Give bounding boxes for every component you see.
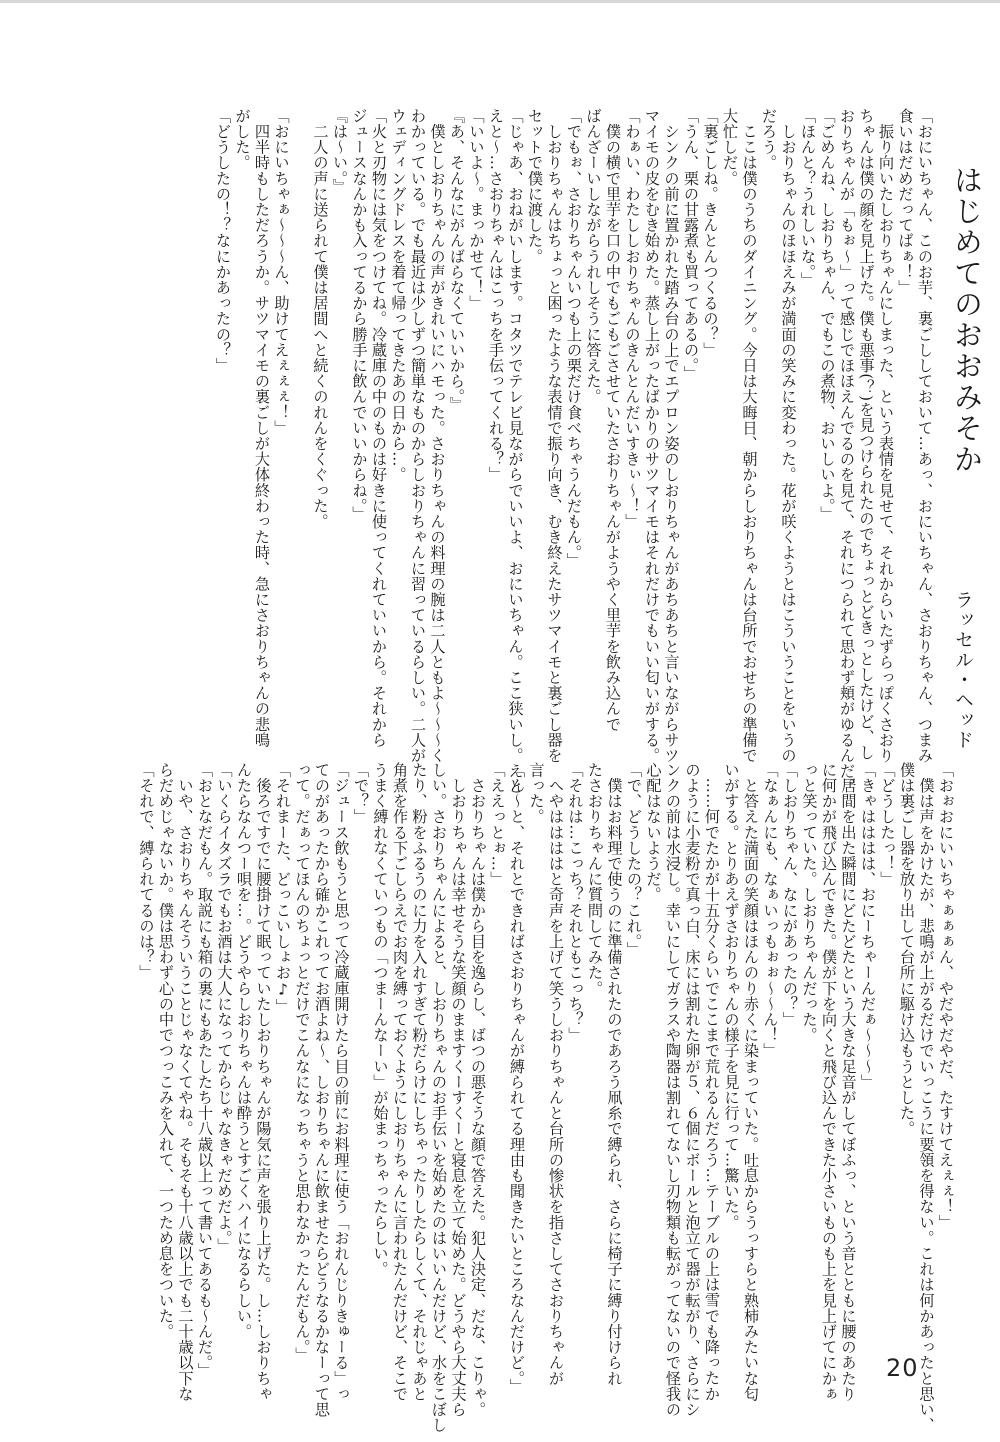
text-line: 大忙しだ。 [721,108,739,186]
text-line: いや、さおりちゃんそういうことじゃなくてやね。そもそも十八歳以上でも二十歳以下な [176,762,195,1402]
text-line: のように小麦粉で真っ白、床には割れた卵が５、６個にボールと泡立て器が転がり、さらにシ [683,762,702,1418]
text-line: さおりちゃんは僕から目を逸らし、ばつの悪そうな顔で答えた。犯人決定、だな、こりゃ。 [469,762,487,1418]
text-line: しおりちゃんのほほえみが満面の笑みに変わった。花が咲くようとはこういうことをいうの [779,108,798,764]
text-line: 「おにいちゃぁ～～～ん、助けてえぇぇぇ！」 [272,108,291,436]
text-line: 「いいよ～。まっかせて！」 [467,108,486,311]
text-line: 「ほんと？うれしいな。」 [799,108,817,288]
text-line: しい。さおりちゃんによると、しおりちゃんのお手伝いを始めたのはいいんだけど、水をこぼし [430,762,448,1433]
text-line: 「それで、縛られてるのは？」 [137,762,156,981]
text-line: 食いはだめだってばぁ！」 [896,108,915,296]
text-line: だろう。 [760,108,778,171]
text-line: 僕は裏ごし器を放り出して台所に駆け込もうとした。 [898,762,916,1137]
text-line: 心配はないようだ。 [644,762,663,903]
text-line: 「で？」 [352,762,370,825]
text-line: たさおりちゃんに質問してみた。 [586,762,604,996]
text-line: ばんざーいしながらうれしそうに答えた。 [584,108,603,405]
author-name: ラッセル・ヘッド [952,590,974,750]
text-line: 「それは…こっち？それともこっち？」 [566,762,585,1043]
text-line: たり、粉をふるうのに力を入れすぎて粉だらけにしちゃったりしたらしくて、それじゃあと [410,762,429,1402]
text-line: 「で、どうしたの？これ。」 [625,762,643,958]
text-line: ンクの前は水浸し。幸いにしてガラスや陶器は割れてないし刃物類も転がってないので怪我の [664,762,682,1418]
text-line [291,108,311,708]
text-line: 僕としおりちゃんの声がきれいにハモった。さおりちゃんの料理の腕は二人ともよ～～～く [428,108,447,764]
text-line: しおりちゃんはちょっと困ったような表情で振り向き、むき終えたサツマイモと裏ごし器を [545,108,564,764]
text-line: と答えた満面の笑顔はほんのり赤くに染まっていた。吐息からうっすらと熟柿みたいな匂 [742,762,760,1402]
text-line: に何かが飛び込んできた。僕が下を向くと飛び込んできた小さいものも上を見上げてにかぁ [820,762,838,1402]
text-line: てのがあったから確かこれってお酒よね～、しおりちゃんに飲ませたらどうなるかなーって思 [313,762,331,1418]
text-line: 「おぉおにいいちゃぁぁぁん、やだやだやだ、たすけてえぇぇ！」 [937,762,955,1230]
text-line: 角煮を作る下ごしらえでお肉を縛っておくようにしおりちゃんに言われたんだけど、そこで [391,762,409,1402]
text-line: 「わぁい、わたししおりちゃんのきんとんだいすきぃ～！」 [623,108,642,530]
text-line: 「きゃはははは、おにーちゃーんだぁ～～～」 [859,762,877,1090]
text-line: 「ええっとぉ…」 [488,762,507,887]
text-line: ……何でたかが十五分くらいでここまで荒れるんだろう…テーブルの上は雪でも降ったか [703,762,721,1402]
text-line: 僕の横で里芋を口の中でもごもごさせていたさおりちゃんがようやく里芋を飲み込んで [604,108,622,732]
text-line: うまく縛れなくていつもの「つまーんなーい」が始まっちゃったらしい。 [371,762,390,1277]
text-line: 「おとなだもん。取説にも箱の裏にもあたしたち十八歳以上って書いてあるも～んだ。」 [196,762,214,1379]
text-line: ジュースなんかも入ってるから勝手に飲んでいいからね。」 [350,108,369,522]
text-line: 居間を出た瞬間にどたどたという大きな足音がしてぼふっ、という音とともに腰のあたり [839,762,858,1402]
text-line: 「それまーた、どっこいしょお♪」 [274,762,292,1015]
text-line: しおりちゃんは幸せそうな笑顔のまますくーすくーと寝息を立て始めた。どうやら大丈夫ら [449,762,468,1418]
text-line: マイモの皮をむき始めた。蒸し上がったばかりのサツマイモはそれだけでもいい匂いがする。 [643,108,661,764]
text-line: 「ジュース飲もうと思って冷蔵庫開けたら目の前にお料理に使う「おれんじりきゅーる」っ [332,762,351,1402]
story-title: はじめてのおおみそか [950,165,984,475]
text-line: 「ごめんね、しおりちゃん、でもこの煮物、おいしいよ。」 [818,108,837,522]
text-line: 「でもぉ、さおりちゃんいつも上の栗だけ食べちゃうんだもん。」 [565,108,583,569]
text-line: 「いくらイタズラでもお酒は大人になってからじゃなきゃだめだよ。」 [215,762,234,1254]
text-line: シンクの前に置かれた踏み台の上でエプロン姿のしおりちゃんがあちあちと言いながらサツ [662,108,681,764]
text-line: いがする。とりあえずさおりちゃんの様子を見に行って…驚いた。 [722,762,741,1230]
page-top-edge [0,0,1000,3]
text-line: んたらなんつー唄を…。どうやらしおりちゃんは酔うとすごくハイになるらしい。 [235,762,253,1340]
text-line: セットで僕に渡した。 [526,108,544,264]
text-line: へやははははと奇声を上げて笑うしおりちゃんと台所の惨状を指さしてさおりちゃんが [547,762,565,1386]
text-line: ちゃんは僕の顔を見上げた。僕も悪事(？)を見つけられたのでちょっとどきっとしたけど、し [857,108,876,761]
text-line: 「おにいちゃん、このお芋、裏ごししておいて…あっ、おにいちゃん、さおりちゃん、つまみ [916,108,934,764]
text-line: ここは僕のうちのダイニング。今日は大晦日、朝からしおりちゃんは台所でおせちの準備で [740,108,759,764]
text-line: 「ん～と、それとできればさおりちゃんが縛られてる理由も聞きたいところなんだけど。」 [508,762,526,1394]
text-line: 「しおりちゃん、なにがあったの？」 [781,762,799,1028]
text-line: 「じゃあ、おねがいします。コタツでテレビ見ながらでいいよ、おにいちゃん。ここ狭いし。えと [506,108,525,795]
text-line: 「なぁんにも、なぁいっもぉぉ～～ん！」 [761,762,780,1059]
text-line: 二人の声に送られて僕は居間へと続くのれんをくぐった。 [311,108,330,530]
text-line: 『あ、そんなにがんばらなくていいから。』 [448,108,466,413]
text-line: 「うん、栗の甘露煮も買ってあるの。」 [682,108,700,382]
text-line: 振り向いたしおりちゃんにしまった、という表情を見せて、それからいたずらっぽくさおり [877,108,895,764]
page-number: 20 [886,1354,919,1382]
text-line: 『は～い。』 [331,108,349,194]
text-line: 言った。 [527,762,546,825]
text-line: おりちゃんが「もぉ～」って感じでほほえんでるのを見て、それにつられて思わず頬がゆるんだ。 [838,108,856,795]
text-line: 僕は声をかけたが、悲鳴が上がるだけでいっこうに要領を得ない。これは何かあったと思い、 [917,762,936,1433]
text-line: らだめじゃないか。僕は思わず心の中でつっこみを入れて、一つため息をついた。 [157,762,175,1340]
text-line: 「どうしたっ！」 [878,762,897,887]
text-line: わかっている。でも最近は少しずつ簡単なものからしおりちゃんに習っているらしい。二人が [409,108,427,764]
text-line: 「裏ごしね。きんとんつくるの？」 [701,108,720,358]
text-line: 四半時もしただろうか。サツマイモの裏ごしが大体終わった時、急にさおりちゃんの悲鳴 [253,108,271,748]
text-line: 後ろですでに腰掛けて眠っていたしおりちゃんが陽気に声を張り上げた。し…しおりちゃ [254,762,273,1402]
text-line: ウェディングドレスを着て帰ってきたあの日から…。 [389,108,408,483]
text-line: って。だぁってほんのちょっとだけでこんなになっちゃうと思わなかったんだもん。」 [293,762,312,1363]
text-line: っと笑っていた。しおりちゃんだった。 [800,762,819,1043]
text-line: 「火と刃物には気をつけてね。冷蔵庫の中のものは好きに使ってくれていいから。それから [370,108,388,748]
text-line: 僕はお料理で使うのに準備されたのであろう凧糸で縛られ、さらに椅子に縛り付けられ [605,762,624,1386]
text-line: がした。 [233,108,252,171]
text-line: えと～…さおりちゃんはこっちを手伝ってくれる？」 [487,108,505,483]
text-line: 「どうしたの！？なにかあったの？」 [214,108,232,374]
